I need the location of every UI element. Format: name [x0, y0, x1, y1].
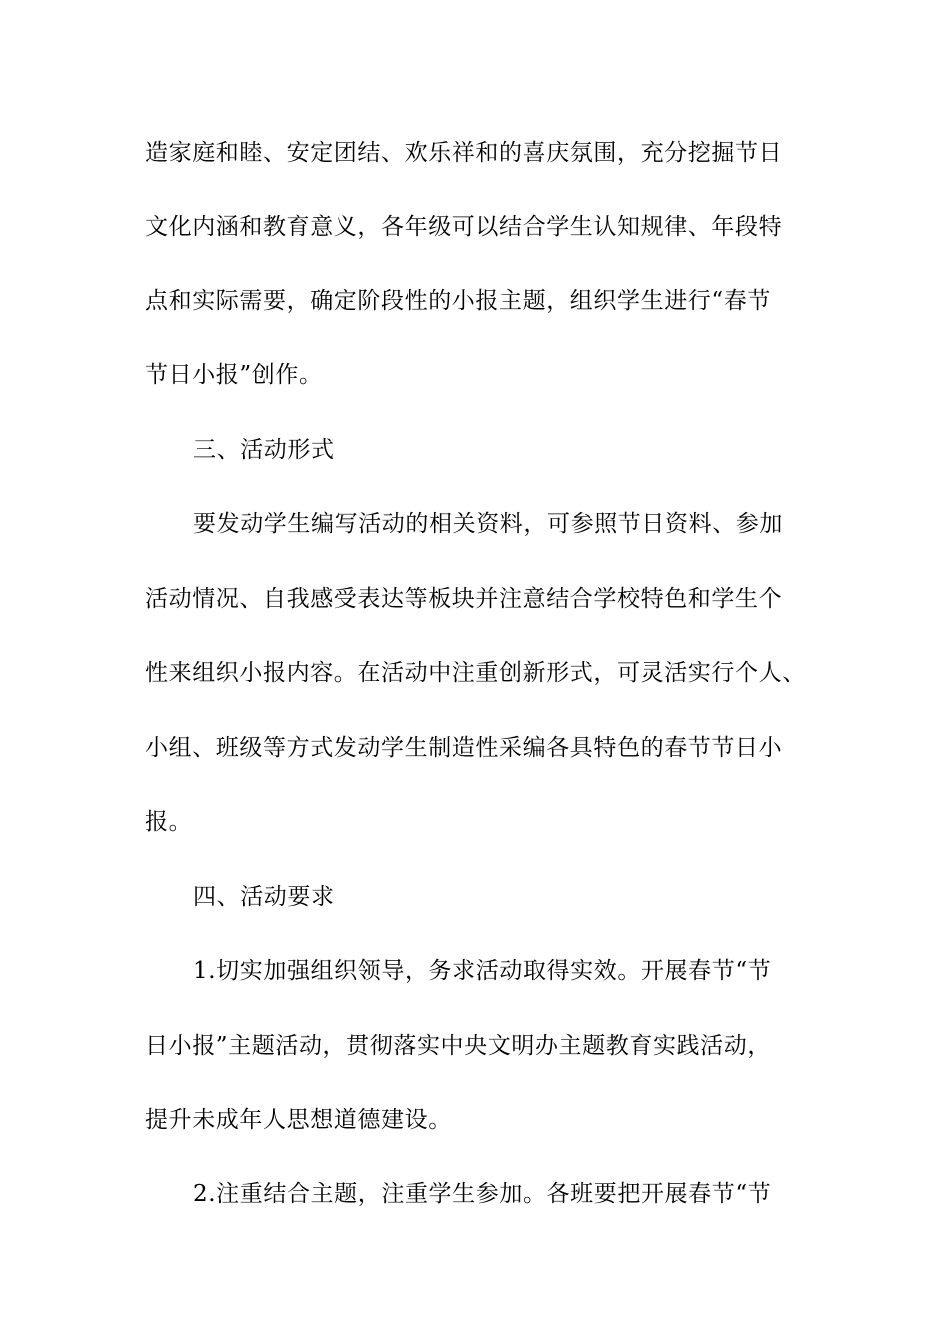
list-item: 2.注重结合主题，注重学生参加。各班要把开展春节“节	[193, 1181, 772, 1207]
paragraph-line: 点和实际需要，确定阶段性的小报主题，组织学生进行“春节	[145, 288, 771, 314]
section-heading: 四、活动要求	[193, 884, 335, 910]
paragraph-line: 日小报”主题活动，贯彻落实中央文明办主题教育实践活动，	[145, 1033, 771, 1059]
paragraph-line: 提升未成年人思想道德建设。	[145, 1107, 452, 1133]
paragraph-line: 性来组织小报内容。在活动中注重创新形式，可灵活实行个人、	[145, 660, 806, 686]
paragraph-line: 小组、班级等方式发动学生制造性采编各具特色的春节节日小	[145, 735, 783, 761]
paragraph-line: 报。	[145, 809, 193, 835]
paragraph-line: 造家庭和睦、安定团结、欢乐祥和的喜庆氛围，充分挖掘节日	[145, 140, 783, 166]
paragraph-line: 节日小报”创作。	[145, 362, 323, 388]
section-heading: 三、活动形式	[193, 437, 335, 463]
paragraph-line: 文化内涵和教育意义，各年级可以结合学生认知规律、年段特	[145, 214, 783, 240]
paragraph-line: 要发动学生编写活动的相关资料，可参照节日资料、参加	[193, 511, 783, 537]
list-item: 1.切实加强组织领导，务求活动取得实效。开展春节“节	[193, 958, 772, 984]
paragraph-line: 活动情况、自我感受表达等板块并注意结合学校特色和学生个	[145, 586, 783, 612]
